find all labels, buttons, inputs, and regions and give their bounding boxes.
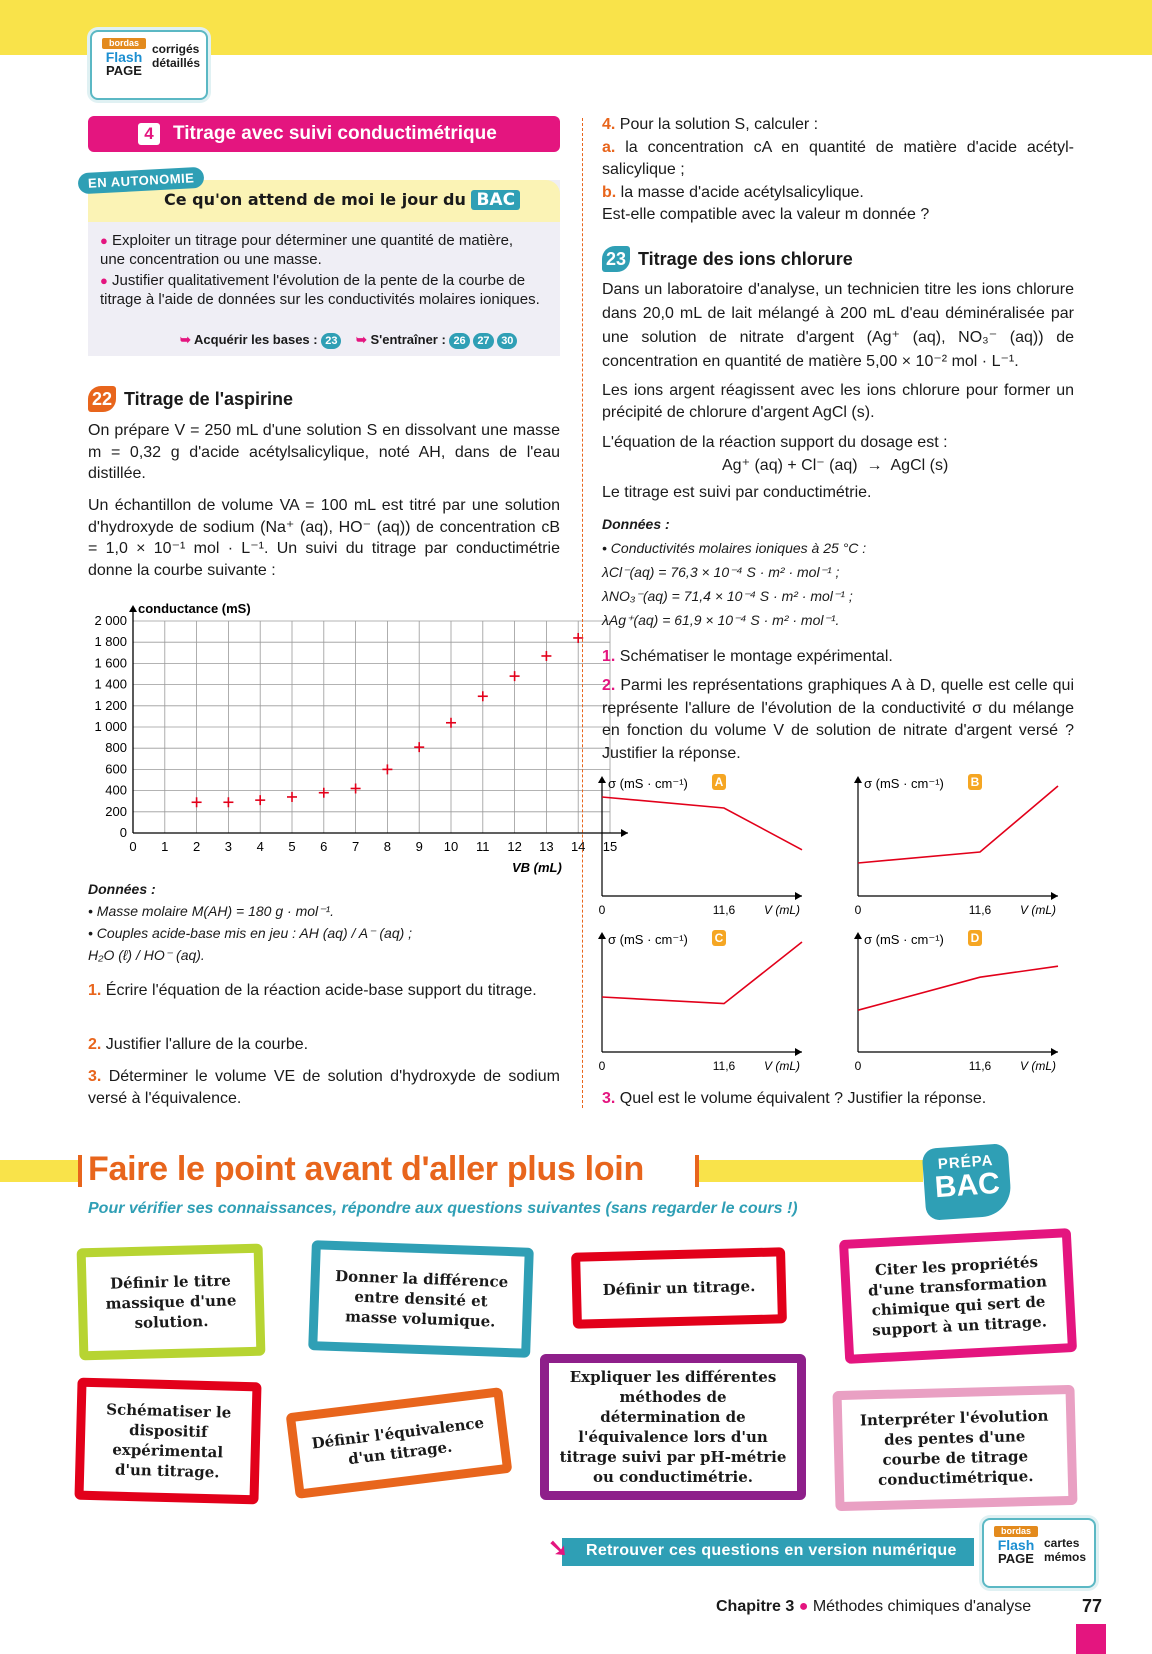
footer-chapter: Chapitre 3 ● Méthodes chimiques d'analyse <box>716 1598 1032 1615</box>
flash-label: corrigés détaillés <box>152 42 201 70</box>
page-logo-text-bottom: PAGE <box>998 1551 1034 1566</box>
ex23-donnees <box>602 512 866 632</box>
chart-grid <box>133 621 610 833</box>
ex22-title: Titrage de l'aspirine <box>124 389 294 409</box>
chart-axes <box>129 605 628 837</box>
point-band-bar-2 <box>695 1155 699 1187</box>
flash-logo-text-bottom: Flash <box>997 1537 1035 1553</box>
x-tick-label: 4 <box>256 839 264 854</box>
card-methodes[interactable]: Expliquer les différentes méthodes de détermination de l'équivalence lors d'un titrage suivi par pH-métrie ou conductimétrie. <box>540 1354 806 1500</box>
card-pentes[interactable]: Interpréter l'évolution des pentes d'une courbe de titrage conductimétrique. <box>832 1385 1077 1511</box>
mini-x-arrow <box>1051 1048 1058 1056</box>
bordas-logo-bottom: bordas <box>994 1526 1038 1537</box>
data-point <box>192 797 202 807</box>
x-tick-label: 1 <box>161 839 169 854</box>
y-tick-label: 2 000 <box>94 613 127 628</box>
mini-xeq: 11,6 <box>968 903 992 917</box>
x-tick-label: 7 <box>351 839 360 854</box>
card-titre-massique[interactable]: Définir le titre massique d'une solution. <box>77 1244 266 1361</box>
card-dispositif[interactable]: Schématiser le dispositif expérimental d'un titrage. <box>74 1378 261 1505</box>
y-tick-label: 800 <box>105 740 127 756</box>
bac-badge: BAC <box>471 190 520 210</box>
ex23-donnee-1: • Conductivités molaires ioniques à 25 °C : <box>602 540 867 556</box>
mini-ylabel: σ (mS · cm⁻¹) <box>864 932 944 947</box>
mini-xeq: 11,6 <box>712 1059 736 1073</box>
mini-ylabel: σ (mS · cm⁻¹) <box>608 932 688 947</box>
y-tick-label: 400 <box>105 782 127 798</box>
x-tick-label: 11 <box>476 839 490 854</box>
data-point <box>255 795 265 805</box>
flash-page-badge-top[interactable] <box>90 30 208 100</box>
mini-graphs <box>596 770 1086 1080</box>
x-tick-label: 0 <box>129 839 137 854</box>
autonomie-tag: EN AUTONOMIE <box>78 167 205 195</box>
mini-x0: 0 <box>854 903 862 917</box>
bordas-logo: bordas <box>102 38 146 49</box>
ex22-q1: 1. Écrire l'équation de la réaction acide-base support du titrage. <box>88 982 537 999</box>
ex22-para1: On prépare V = 250 mL d'une solution S en dissolvant une masse m = 0,32 g d'acide acétylsalicylique, noté AH, dans de l'eau distillée. <box>88 422 560 482</box>
y-tick-label: 1 400 <box>94 676 127 692</box>
card-titrage[interactable]: Définir un titrage. <box>571 1247 787 1329</box>
mini-letter: C <box>714 931 724 945</box>
x-tick-label: 13 <box>539 839 554 854</box>
ex23-para3: L'équation de la réaction support du dosage est : <box>602 434 948 451</box>
ex22-q3: 3. Déterminer le volume VE de solution d'hydroxyde de sodium versé à l'équivalence. <box>88 1068 560 1107</box>
mini-graph-a <box>598 774 802 917</box>
data-point <box>478 691 488 701</box>
ex22-para2: Un échantillon de volume VA = 100 mL est titré par une solution d'hydroxyde de sodium (Na⁺ (aq), HO⁻ (aq)) de concentration cB = 1,0 × 10⁻¹ mol · L⁻¹. Un suivi du titrage par conductimétrie donne la courbe suivante : <box>88 497 560 579</box>
card-densite[interactable]: Donner la différence entre densité et masse volumique. <box>308 1240 534 1358</box>
mini-x0: 0 <box>598 1059 606 1073</box>
ref-30[interactable]: 30 <box>497 333 517 349</box>
ex22-q2: 2. Justifier l'allure de la courbe. <box>88 1036 309 1053</box>
x-tick-label: 2 <box>192 839 201 854</box>
ex23-para1: Dans un laboratoire d'analyse, un technicien titre les ions chlorure dans 20,0 mL de lait mélangé à 200 mL d'eau déminéralisée par une solution de nitrate d'argent (Ag⁺ (aq), NO₃⁻ (aq)) de concentration en quantité de matière 5,00 × 10⁻² mol · L⁻¹. <box>602 281 1074 370</box>
flash-label-bottom: cartes mémos <box>1044 1536 1087 1564</box>
flash-logo-text: Flash <box>105 49 143 65</box>
x-tick-label: 10 <box>443 839 459 854</box>
data-point <box>541 651 551 661</box>
mini-y-arrow <box>854 776 862 783</box>
bullet-2: ● Justifier qualitativement l'évolution de la pente de la courbe de titrage à l'aide de données sur les conductivités molaires ioniques. <box>100 272 540 308</box>
expect-title: Ce qu'on attend de moi le jour du BAC <box>164 190 520 210</box>
ex22-donnees-title: Données : <box>88 881 156 897</box>
ref-23[interactable]: 23 <box>321 333 341 349</box>
mini-xeq: 11,6 <box>712 903 736 917</box>
y-tick-label: 600 <box>105 761 127 777</box>
y-tick-label: 0 <box>119 825 127 840</box>
ex23-title: Titrage des ions chlorure <box>638 249 853 269</box>
mini-xeq: 11,6 <box>968 1059 992 1073</box>
x-tick-label: 14 <box>570 839 586 854</box>
mini-letter: D <box>970 931 980 945</box>
page-logo-text: PAGE <box>106 63 142 78</box>
ref-27[interactable]: 27 <box>473 333 493 349</box>
mini-letter: B <box>970 775 980 789</box>
ex23-para2: Les ions argent réagissent avec les ions chlorure pour former un précipité de chlorure d'argent AgCl (s). <box>602 382 1074 421</box>
x-tick-label: 3 <box>224 839 233 854</box>
mini-y-arrow <box>598 776 606 783</box>
mini-xlabel: V (mL) <box>764 903 800 917</box>
ex22-donnee-2: • Couples acide-base mis en jeu : AH (aq) / A⁻ (aq) ; <box>88 925 413 941</box>
x-tick-label: 12 <box>507 839 522 854</box>
ex23-q3: 3. Quel est le volume équivalent ? Justifier la réponse. <box>602 1090 987 1107</box>
point-subtitle: Pour vérifier ses connaissances, répondre aux questions suivantes (sans regarder le cours !) <box>88 1200 798 1217</box>
mini-xlabel: V (mL) <box>764 1059 800 1073</box>
page-number: 77 <box>1082 1596 1103 1616</box>
ex22-q4: 4. Pour la solution S, calculer : a. la concentration cA en quantité de matière d'acide acétylsalicylique ; b. la masse d'acide acétylsalicylique. Est-elle compatible avec la valeur m donnée ? <box>602 116 1074 223</box>
y-tick-label: 1 600 <box>94 655 127 671</box>
data-point <box>446 718 456 728</box>
x-tick-label: 9 <box>415 839 423 854</box>
ex22-donnee-3: H₂O (ℓ) / HO⁻ (aq). <box>88 947 205 963</box>
mini-y-arrow <box>854 932 862 939</box>
ex22-heading <box>88 386 293 412</box>
mini-x-arrow <box>795 892 802 900</box>
point-band-right <box>698 1160 923 1182</box>
mini-ylabel: σ (mS · cm⁻¹) <box>864 776 944 791</box>
bullet-1: ● Exploiter un titrage pour déterminer une quantité de matière, une concentration ou une masse. <box>100 232 514 268</box>
y-tick-label: 200 <box>105 803 127 819</box>
ex23-donnee-3: λNO₃⁻(aq) = 71,4 × 10⁻⁴ S · m² · mol⁻¹ ; <box>602 588 853 604</box>
mini-curve <box>602 942 802 1004</box>
conductance-chart <box>84 596 618 886</box>
section-4-header <box>88 116 560 152</box>
mini-graph-d <box>854 930 1058 1073</box>
ex23-number: 23 <box>602 246 630 272</box>
ex23-equation: Ag⁺ (aq) + Cl⁻ (aq) → AgCl (s) <box>722 457 949 474</box>
ex23-donnees-title: Données : <box>602 516 670 532</box>
ex23-donnee-2: λCl⁻(aq) = 76,3 × 10⁻⁴ S · m² · mol⁻¹ ; <box>602 564 840 580</box>
footer-pink-tab <box>1076 1624 1106 1654</box>
section-title: Titrage avec suivi conductimétrique <box>173 123 497 144</box>
arrow-icon: ➘ <box>548 1535 569 1562</box>
ex23-donnee-4: λAg⁺(aq) = 61,9 × 10⁻⁴ S · m² · mol⁻¹. <box>602 612 840 628</box>
data-point <box>287 792 297 802</box>
data-point <box>510 671 520 681</box>
mini-y-arrow <box>598 932 606 939</box>
ex23-q2: 2. Parmi les représentations graphiques A à D, quelle est celle qui représente l'allure de l'évolution de la conductivité σ du mélange en fonction du volume V de solution de nitrate d'argent versé ? Justifier la réponse. <box>602 677 1074 762</box>
x-tick-label: 5 <box>288 839 296 854</box>
point-band-bar <box>78 1155 82 1187</box>
data-point <box>414 742 424 752</box>
ex23-q1: 1. Schématiser le montage expérimental. <box>602 648 893 665</box>
chart-ylabel: conductance (mS) <box>138 601 251 616</box>
refs-line: ➥ Acquérir les bases : 23 ➥ S'entraîner : 26 27 30 <box>180 332 517 349</box>
y-tick-label: 1 800 <box>94 634 127 650</box>
point-band-left <box>0 1160 80 1182</box>
mini-letter: A <box>714 775 724 789</box>
ex23-heading <box>602 246 853 272</box>
mini-curve <box>858 966 1058 1010</box>
card-equivalence[interactable]: Définir l'équivalence d'un titrage. <box>286 1387 513 1499</box>
mini-x0: 0 <box>598 903 606 917</box>
card-proprietes[interactable]: Citer les propriétés d'une transformation chimique qui sert de support à un titrage. <box>839 1228 1077 1364</box>
mini-x0: 0 <box>854 1059 862 1073</box>
mini-xlabel: V (mL) <box>1020 1059 1056 1073</box>
prepa-bac-badge: PRÉPA BAC <box>922 1143 1013 1221</box>
section-number: 4 <box>138 123 160 145</box>
x-tick-label: 8 <box>383 839 392 854</box>
data-point <box>351 783 361 793</box>
data-point <box>223 797 233 807</box>
chart-xlabel: VB (mL) <box>512 860 562 875</box>
data-point <box>319 788 329 798</box>
point-title: Faire le point avant d'aller plus loin <box>88 1150 644 1188</box>
autonomie-bullets <box>100 232 540 309</box>
retrouver-text: Retrouver ces questions en version numérique <box>586 1542 957 1559</box>
y-tick-label: 1 000 <box>94 719 127 734</box>
ex22-donnees <box>88 878 412 966</box>
mini-xlabel: V (mL) <box>1020 903 1056 917</box>
ex22-donnee-1: • Masse molaire M(AH) = 180 g · mol⁻¹. <box>88 903 335 919</box>
ex22-number: 22 <box>88 386 116 412</box>
y-tick-label: 1 200 <box>94 697 127 713</box>
mini-graph-b <box>854 774 1058 917</box>
ref-26[interactable]: 26 <box>449 333 469 349</box>
mini-x-arrow <box>795 1048 802 1056</box>
mini-x-arrow <box>1051 892 1058 900</box>
mini-graph-c <box>598 930 802 1073</box>
y-axis-arrow <box>129 605 137 612</box>
x-tick-label: 15 <box>602 839 618 854</box>
data-point <box>382 764 392 774</box>
ex23-para4: Le titrage est suivi par conductimétrie. <box>602 484 872 501</box>
x-tick-label: 6 <box>320 839 328 854</box>
mini-curve <box>602 797 802 850</box>
column-divider <box>582 118 583 1108</box>
mini-curve <box>858 786 1058 863</box>
flash-page-badge-bottom[interactable] <box>982 1518 1096 1588</box>
mini-ylabel: σ (mS · cm⁻¹) <box>608 776 688 791</box>
